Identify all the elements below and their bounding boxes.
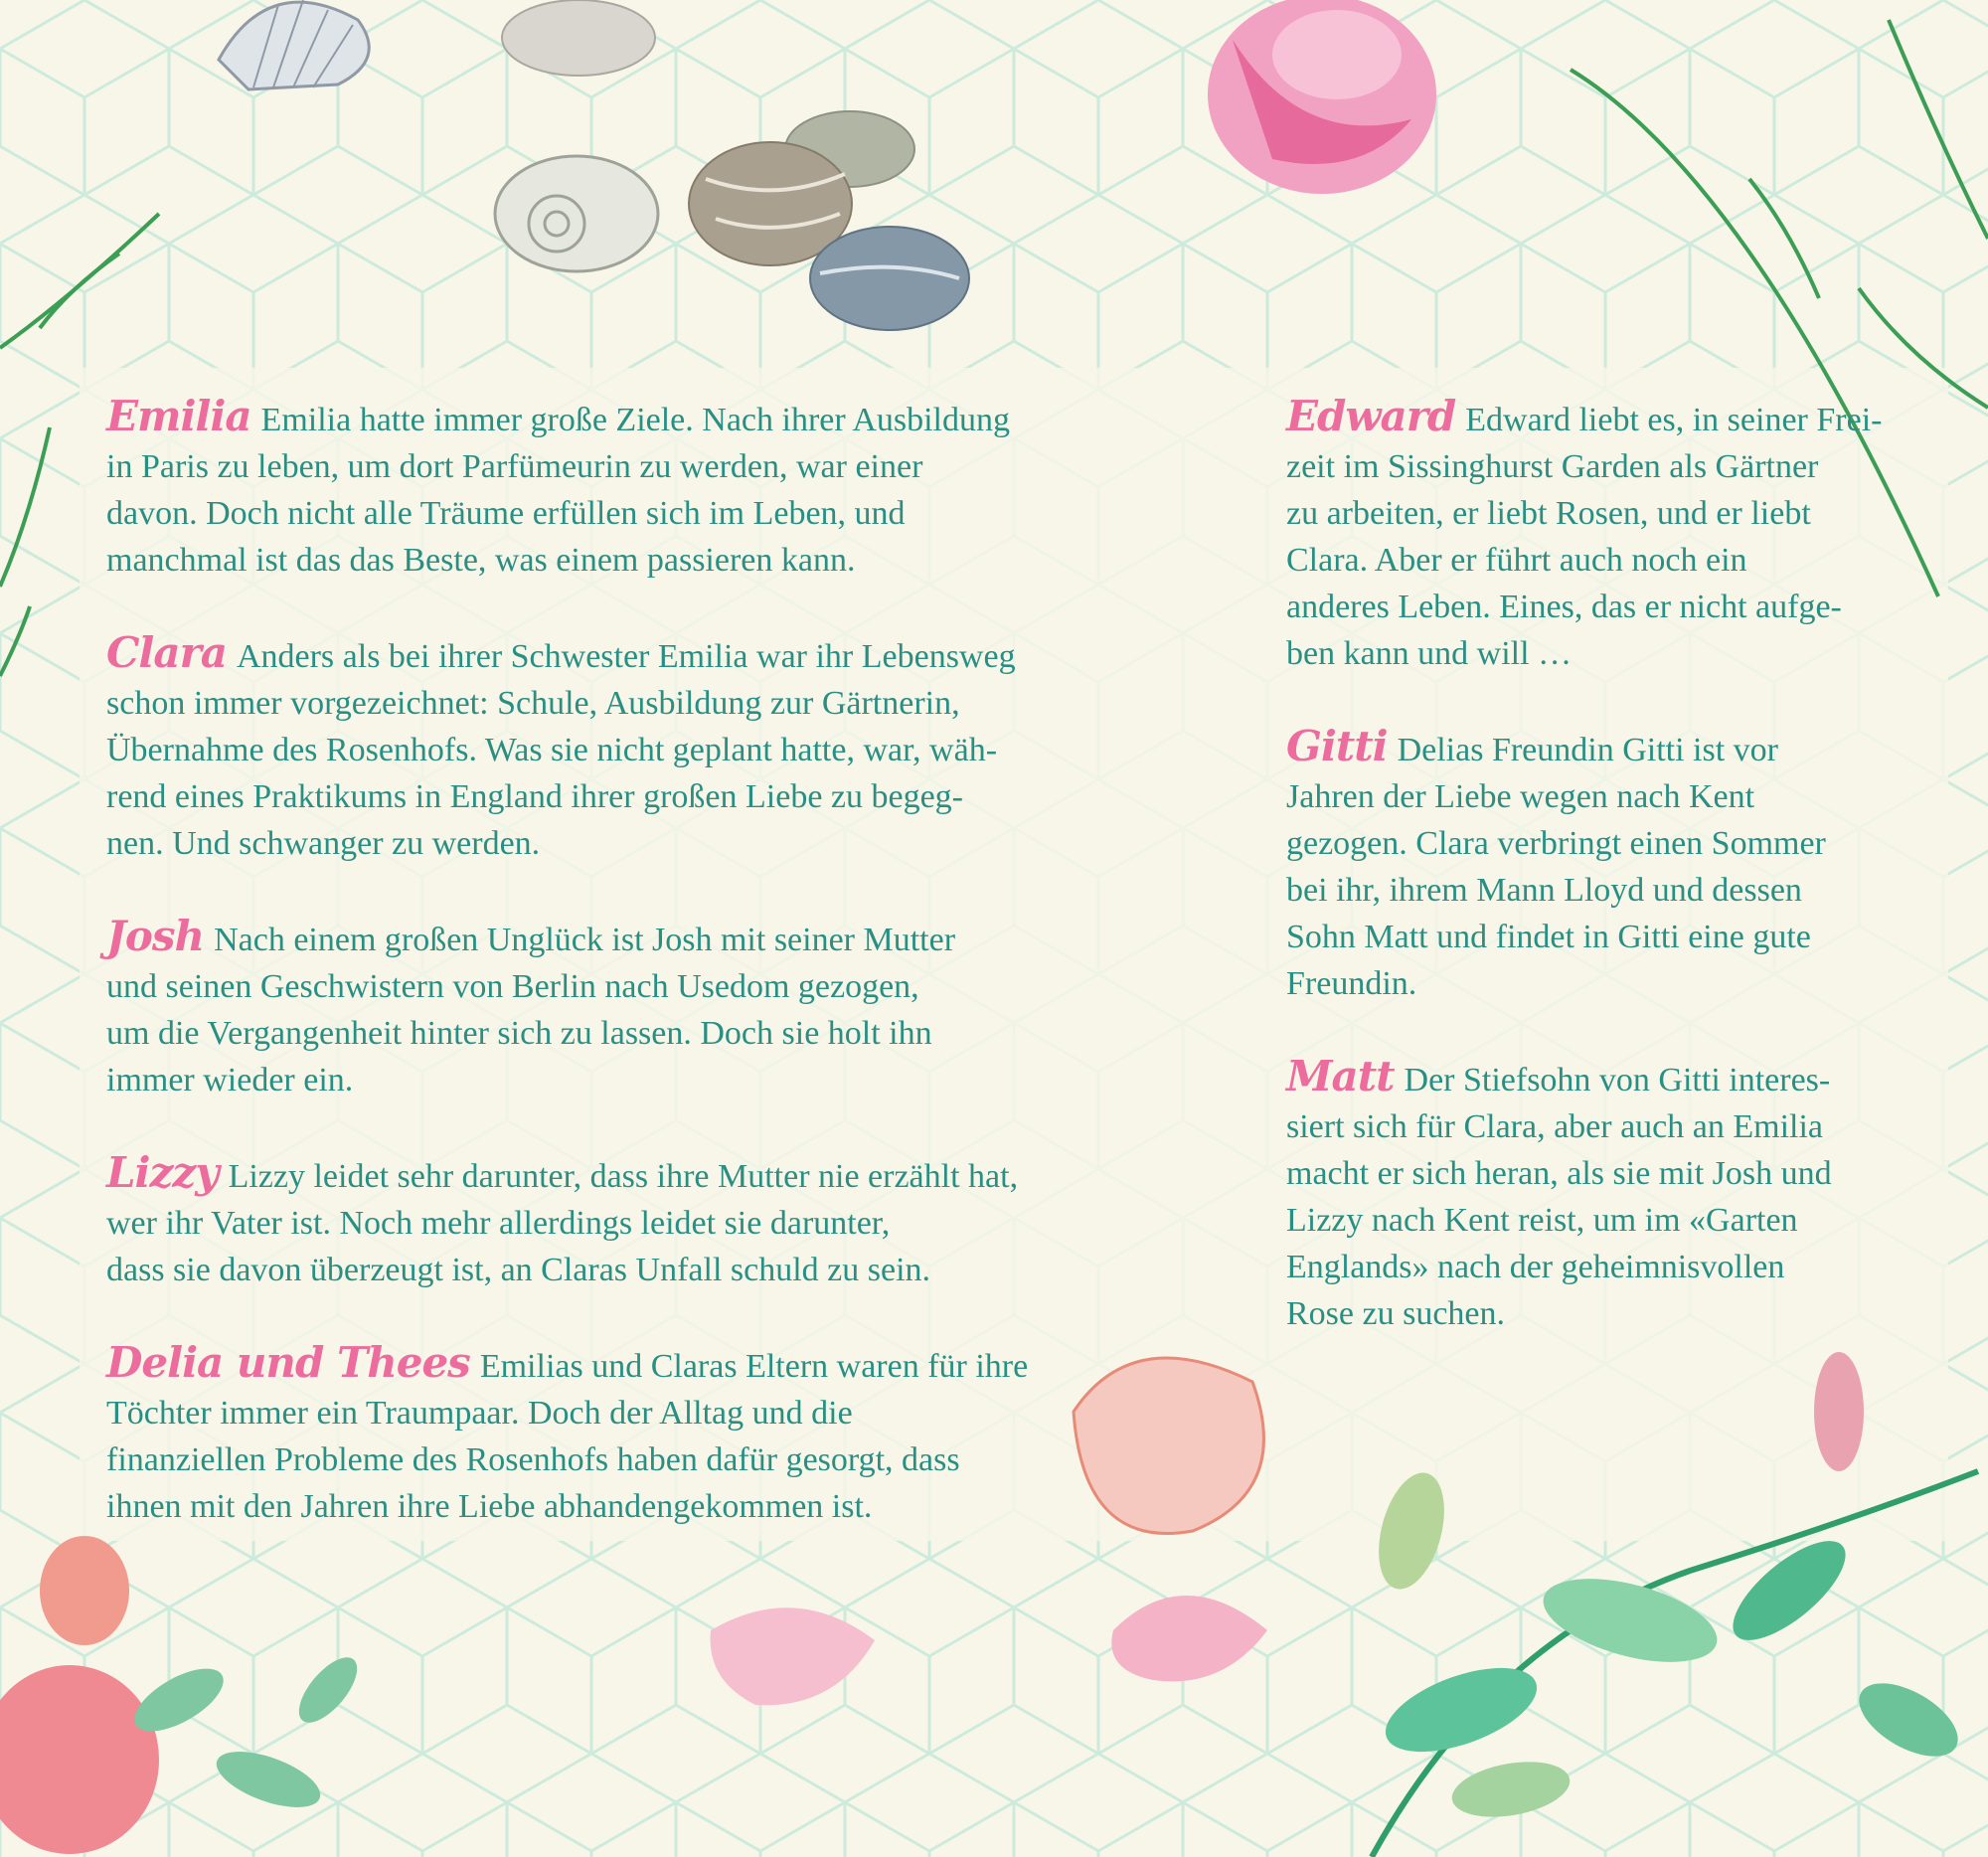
character-entry-matt (1286, 1053, 1903, 1337)
character-name: Lizzy (106, 1148, 219, 1197)
character-name: Edward (1286, 392, 1456, 440)
character-entry-clara (106, 629, 1090, 867)
character-description: Emilia hatte immer große Ziele. Nach ihrer Ausbildung in Paris zu leben, um dort Parfümeurin zu werden, war einer davon. Doch nicht alle Träume erfüllen sich im Leben, und manchmal ist das das Beste, was einem passieren kann. (106, 402, 1010, 579)
character-description: Anders als bei ihrer Schwester Emilia war ihr Lebensweg schon immer vorgezeichnet: Schule, Ausbildung zur Gärtnerin, Übernahme des Rosenhofs. Was sie nicht geplant hatte, war, wäh- rend eines Praktikums in England ihrer großen Liebe zu begeg- nen. Und schwanger zu werden. (106, 638, 1016, 862)
character-description: Delias Freundin Gitti ist vor Jahren der Liebe wegen nach Kent gezogen. Clara verbringt einen Sommer bei ihr, ihrem Mann Lloyd und dessen Sohn Matt und findet in Gitti eine gute Freundin. (1286, 732, 1826, 1002)
character-name: Clara (106, 628, 227, 677)
character-name: Josh (106, 912, 205, 960)
character-entry-emilia (106, 393, 1090, 584)
character-description: Lizzy leidet sehr darunter, dass ihre Mutter nie erzählt hat, wer ihr Vater ist. Noch mehr allerdings leidet sie darunter, dass sie davon überzeugt ist, an Claras Unfall schuld zu sein. (106, 1158, 1019, 1288)
character-entry-josh (106, 913, 1090, 1103)
right-column (1286, 393, 1903, 1383)
character-description: Edward liebt es, in seiner Frei- zeit im Sissinghurst Garden als Gärtner zu arbeiten, er liebt Rosen, und er liebt Clara. Aber er führt auch noch ein anderes Leben. Eines, das er nicht aufge- ben kann und will … (1286, 402, 1883, 672)
character-name: Gitti (1286, 722, 1388, 770)
character-description: Der Stiefsohn von Gitti interes- siert sich für Clara, aber auch an Emilia macht er sich heran, als sie mit Josh und Lizzy nach Kent reist, um im «Garten Englands» nach der geheimnisvollen Rose zu suchen. (1286, 1062, 1832, 1332)
character-description: Emilias und Claras Eltern waren für ihre Töchter immer ein Traumpaar. Doch der Alltag und die finanziellen Probleme des Rosenhofs haben dafür gesorgt, dass ihnen mit den Jahren ihre Liebe abhandengekommen ist. (106, 1348, 1029, 1525)
character-description: Nach einem großen Unglück ist Josh mit seiner Mutter und seinen Geschwistern von Berlin nach Usedom gezogen, um die Vergangenheit hinter sich zu lassen. Doch sie holt ihn immer wieder ein. (106, 922, 956, 1098)
character-entry-edward (1286, 393, 1903, 677)
character-entry-gitti (1286, 723, 1903, 1007)
character-entry-lizzy (106, 1149, 1090, 1293)
character-entry-delia-und-thees (106, 1339, 1090, 1530)
left-column (106, 393, 1090, 1576)
character-name: Matt (1286, 1052, 1395, 1100)
character-name: Emilia (106, 392, 251, 440)
character-name: Delia und Thees (106, 1338, 470, 1387)
